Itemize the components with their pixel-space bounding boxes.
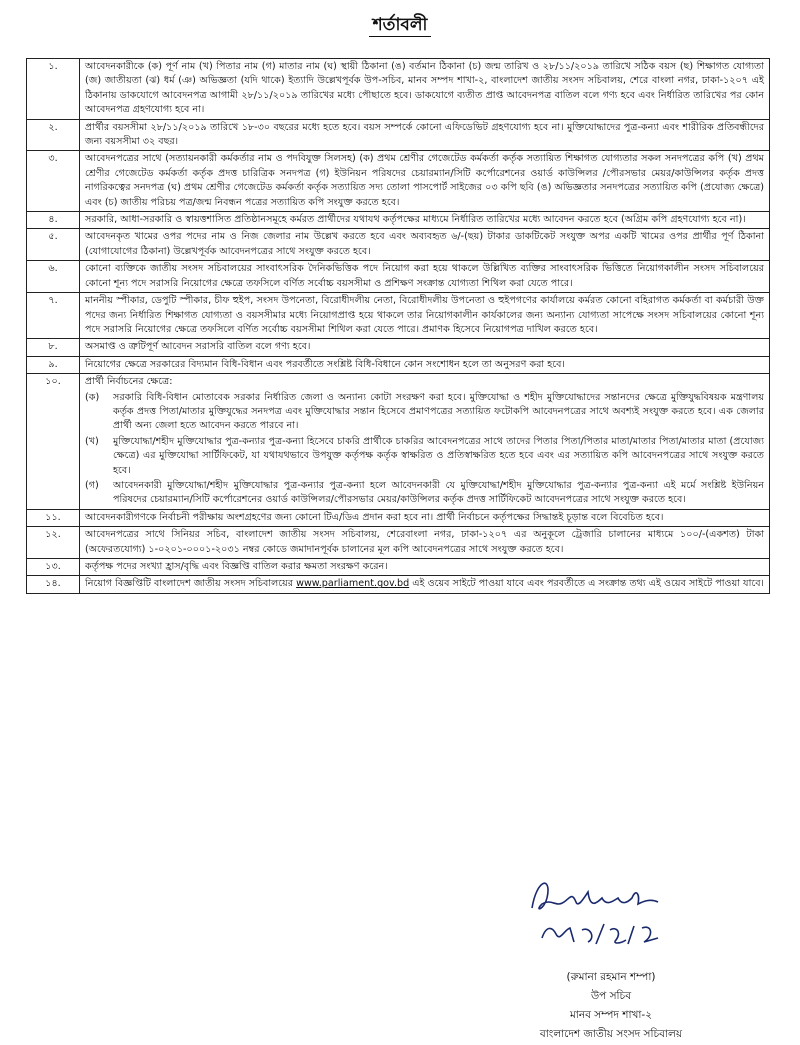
sub-item	[85, 435, 764, 478]
handwritten-signature	[512, 868, 712, 958]
term-text: অসমাপ্ত ও ত্রুটিপূর্ণ আবেদন সরাসরি বাতিল বলে গণ্য হবে।	[80, 339, 770, 356]
signatory-office: বাংলাদেশ জাতীয় সংসদ সচিবালয়	[539, 1028, 683, 1040]
term-text-with-subitems	[80, 374, 770, 510]
sub-item-text: মুক্তিযোদ্ধা/শহীদ মুক্তিযোদ্ধার পুত্র-কন্যার পুত্র-কন্যা হিসেবে চাকরি প্রার্থীকে চাকরির আবেদনপত্রের সাথে তাদের পিতার পিতা/পিতার মাতা/মাতার পিতা/মাতার মাতা (প্রযোজ্য ক্ষেত্রে) এর মুক্তিযোদ্ধা সার্টিফিকেট, যা যথাযথভাবে উপযুক্ত কর্তৃপক্ষ কর্তৃক স্বাক্ষরিত ও প্রতিস্বাক্ষরিত হতে হবে এবং এর সত্যায়িত কপি আবেদনপত্রের সাথে সংযুক্ত করতে হবে।	[113, 435, 764, 476]
term-number: ৪.	[27, 212, 80, 229]
term-row	[27, 356, 770, 373]
sub-item	[85, 479, 764, 508]
sub-item-label: (ক)	[85, 391, 100, 403]
signatory-section: মানব সম্পদ শাখা-২	[569, 1009, 653, 1021]
term-number: ৭.	[27, 293, 80, 339]
term-text: আবেদনপত্রের সাথে (সত্যায়নকারী কর্মকর্তার নাম ও পদবিযুক্ত সিলসহ) (ক) প্রথম শ্রেণীর গেজেটেড কর্মকর্তা কর্তৃক সত্যায়িত শিক্ষাগত যোগ্যতার সকল সনদপত্রের কপি (খ) প্রথম শ্রেণীর গেজেটেড কর্মকর্তা কর্তৃক প্রদত্ত চারিত্রিক সনদপত্র (গ) ইউনিয়ন পরিষদের চেয়ারম্যান/সিটি কর্পোরেশনের ওয়ার্ড কাউন্সিলর /পৌরসভার মেয়র/কাউন্সিলর কর্তৃক প্রদত্ত নাগরিকত্বের সনদপত্র (ঘ) প্রথম শ্রেণীর গেজেটেড কর্মকর্তা কর্তৃক সত্যায়িত সদ্য তোলা পাসপোর্ট সাইজের ০৩ কপি ছবি (ঙ) অভিজ্ঞতার সনদপত্রের সত্যায়িত কপি (প্রযোজ্য ক্ষেত্রে) এবং (চ) জাতীয় পরিচয় পত্র/জন্ম নিবন্ধন পত্রের সত্যায়িত কপি সংযুক্ত করতে হবে।	[80, 151, 770, 212]
term-text: মাননীয় স্পীকার, ডেপুটি স্পীকার, চীফ হুইপ, সংসদ উপনেতা, বিরোধীদলীয় নেতা, বিরোধীদলীয় উপনেতা ও হুইপগণের কার্যালয়ে কর্মরত কোনো বহিরাগত কর্মকর্তা বা কর্মচারী উক্ত পদের জন্য নির্ধারিত শিক্ষাগত যোগ্যতা ও বয়সসীমার মধ্যে নিয়োগপ্রাপ্ত হয়ে থাকলে তার নিয়োগকালীন কার্যকালের জন্য অন্যান্য যোগ্যতা সাপেক্ষে সংসদ সচিবালয়ের কোনো শূন্য পদে সরাসরি নিয়োগের ক্ষেত্রে তফসিলে বর্ণিত সর্বোচ্চ বয়সসীমা শিথিল করা যেতে পারে। প্রমাণক হিসেবে নিয়োগপত্র দাখিল করতে হবে।	[80, 293, 770, 339]
term-row	[27, 559, 770, 576]
term-row	[27, 261, 770, 293]
term-row	[27, 293, 770, 339]
term-row	[27, 229, 770, 261]
signatory-name: (রুমানা রহমান শম্পা)	[566, 971, 656, 983]
term-number: ১.	[27, 59, 80, 120]
term-row	[27, 527, 770, 559]
term-text: আবেদনকারীগণকে নির্বাচনী পরীক্ষায় অংশগ্রহণের জন্য কোনো টিএ/ডিএ প্রদান করা হবে না। প্রার্থী নির্বাচনে কর্তৃপক্ষের সিদ্ধান্তই চূড়ান্ত বলে বিবেচিত হবে।	[80, 509, 770, 526]
signature-details	[496, 968, 726, 1044]
website-link[interactable]: www.parliament.gov.bd	[296, 578, 410, 590]
sub-item-label: (গ)	[85, 479, 99, 491]
term-number: ১৪.	[27, 576, 80, 593]
term-text	[80, 576, 770, 593]
page-title: শর্তাবলী	[0, 12, 800, 40]
term-number: ১১.	[27, 509, 80, 526]
term-row	[27, 59, 770, 120]
term-row	[27, 119, 770, 151]
term-text: কর্তৃপক্ষ পদের সংখ্যা হ্রাস/বৃদ্ধি এবং বিজ্ঞপ্তি বাতিল করার ক্ষমতা সংরক্ষণ করেন।	[80, 559, 770, 576]
term-number: ৩.	[27, 151, 80, 212]
terms-table	[26, 58, 770, 594]
term-number: ৮.	[27, 339, 80, 356]
term-row	[27, 576, 770, 593]
term-number: ৬.	[27, 261, 80, 293]
term-text-after: এই ওয়েব সাইটে পাওয়া যাবে এবং পরবর্তীতে এ সংক্রান্ত তথ্য এই ওয়েব সাইটে পাওয়া যাবে।	[409, 578, 764, 590]
term-text: আবেদনপত্রের সাথে সিনিয়র সচিব, বাংলাদেশ জাতীয় সংসদ সচিবালয়, শেরেবাংলা নগর, ঢাকা-১২০৭ এর অনুকূলে ট্রেজারি চালানের মাধ্যমে ১০০/-(একশত) টাকা (অফেরতযোগ্য) ১-০২০১-০০০১-২০৩১ নম্বর কোডে জমাদানপূর্বক চালানের মূল কপি আবেদনপত্রের সাথে সংযুক্ত করতে হবে।	[80, 527, 770, 559]
term-number: ২.	[27, 119, 80, 151]
sub-item-text: আবেদনকারী মুক্তিযোদ্ধা/শহীদ মুক্তিযোদ্ধার পুত্র-কন্যার পুত্র-কন্যা হলে আবেদনকারী যে মুক্তিযোদ্ধা/শহীদ মুক্তিযোদ্ধার পুত্র-কন্যার পুত্র-কন্যা এই মর্মে সংশ্লিষ্ট ইউনিয়ন পরিষদের চেয়ারম্যান/সিটি কর্পোরেশনের ওয়ার্ড কাউন্সিলর/পৌরসভার মেয়র/কাউন্সিলর কর্তৃক প্রদত্ত সার্টিফিকেট আবেদনপত্রের সাথে সংযুক্ত করতে হবে।	[113, 479, 764, 506]
term-number: ৫.	[27, 229, 80, 261]
term-number: ৯.	[27, 356, 80, 373]
signatory-designation: উপ সচিব	[590, 990, 632, 1002]
term-text: নিয়োগের ক্ষেত্রে সরকারের বিদ্যমান বিধি-বিধান এবং পরবর্তীতে সংশ্লিষ্ট বিধি-বিধানে কোন সংশোধন হলে তা অনুসরণ করা হবে।	[80, 356, 770, 373]
term-text: প্রার্থী নির্বাচনের ক্ষেত্রে:	[85, 376, 173, 388]
term-text: সরকারি, আধা-সরকারি ও স্বায়ত্তশাসিত প্রতিষ্ঠানসমূহে কর্মরত প্রার্থীদের যথাযথ কর্তৃপক্ষের মাধ্যমে নির্ধারিত তারিখের মধ্যে আবেদন করতে হবে (অগ্রিম কপি গ্রহণযোগ্য হবে না)।	[80, 212, 770, 229]
term-row	[27, 339, 770, 356]
term-text: কোনো ব্যক্তিকে জাতীয় সংসদ সচিবালয়ের সাংবাৎসরিক দৈনিকভিত্তিক পদে নিয়োগ করা হয়ে থাকলে উল্লিখিত ব্যক্তির সাংবাৎসরিক ভিত্তিতে নিয়োগকালীন সংসদ সচিবালয়ের কোনো শূন্য পদে সরাসরি নিয়োগের ক্ষেত্রে তফসিলে বর্ণিত সর্বোচ্চ বয়সসীমা ও প্রশিক্ষণ সংক্রান্ত যোগ্যতা শিথিল করা যেতে পারে।	[80, 261, 770, 293]
term-number: ১৩.	[27, 559, 80, 576]
term-text: আবেদনকৃত খামের ওপর পদের নাম ও নিজ জেলার নাম উল্লেখ করতে হবে এবং অব্যবহৃত ৬/-(ছয়) টাকার ডাকটিকেট সংযুক্ত অপর একটি খামের ওপর প্রার্থীর পূর্ণ ঠিকানা (যোগাযোগের ঠিকানা) উল্লেখপূর্বক আবেদনপত্রের সাথে সংযুক্ত করতে হবে।	[80, 229, 770, 261]
term-text: আবেদনকারীকে (ক) পূর্ণ নাম (খ) পিতার নাম (গ) মাতার নাম (ঘ) স্থায়ী ঠিকানা (ঙ) বর্তমান ঠিকানা (চ) জন্ম তারিখ ও ২৮/১১/২০১৯ তারিখে সঠিক বয়স (ছ) শিক্ষাগত যোগ্যতা (জ) জাতীয়তা (ঝ) ধর্ম (ঞ) অভিজ্ঞতা (যদি থাকে) ইত্যাদি উল্লেখপূর্বক উপ-সচিব, মানব সম্পদ শাখা-২, বাংলাদেশ জাতীয় সংসদ সচিবালয়, শেরে বাংলা নগর, ঢাকা-১২০৭ এই ঠিকানায় ডাকযোগে আবেদনপত্র আগামী ২৮/১১/২০১৯ তারিখের মধ্যে পৌছাতে হবে। ডাকযোগে ব্যতীত প্রাপ্ত আবেদনপত্র বাতিল বলে গণ্য হবে এবং নির্ধারিত তারিখের পর কোন আবেদনপত্র গ্রহণযোগ্য হবে না।	[80, 59, 770, 120]
term-text-before: নিয়োগ বিজ্ঞপ্তিটি বাংলাদেশ জাতীয় সংসদ সচিবালয়ের	[85, 578, 297, 590]
term-number: ১০.	[27, 374, 80, 510]
sub-item-text: সরকারি বিধি-বিধান মোতাবেক সরকার নির্ধারিত জেলা ও অন্যান্য কোটা সংরক্ষণ করা হবে। মুক্তিযোদ্ধা ও শহীদ মুক্তিযোদ্ধাদের সন্তানদের ক্ষেত্রে মুক্তিযুদ্ধবিষয়ক মন্ত্রণালয় কর্তৃক প্রদত্ত পিতা/মাতার মুক্তিযুদ্ধের সনদপত্র এবং মুক্তিযোদ্ধার সন্তান হিসেবে প্রমাণপত্রের সত্যায়িত ফটোকপি আবেদনপত্রের সাথে অবশ্যই সংযুক্ত করতে হবে। এক জেলার প্রার্থী অন্য জেলা হতে আবেদন করতে পারবে না।	[113, 391, 764, 432]
term-row	[27, 151, 770, 212]
term-number: ১২.	[27, 527, 80, 559]
term-row	[27, 212, 770, 229]
term-text: প্রার্থীর বয়সসীমা ২৮/১১/২০১৯ তারিখে ১৮-৩০ বছরের মধ্যে হতে হবে। বয়স সম্পর্কে কোনো এফিডেভিট গ্রহণযোগ্য হবে না। মুক্তিযোদ্ধাদের পুত্র-কন্যা এবং শারীরিক প্রতিবন্ধীদের জন্য বয়সসীমা ৩২ বছর।	[80, 119, 770, 151]
sub-item	[85, 391, 764, 434]
term-row	[27, 509, 770, 526]
sub-item-label: (খ)	[85, 435, 99, 447]
term-row	[27, 374, 770, 510]
